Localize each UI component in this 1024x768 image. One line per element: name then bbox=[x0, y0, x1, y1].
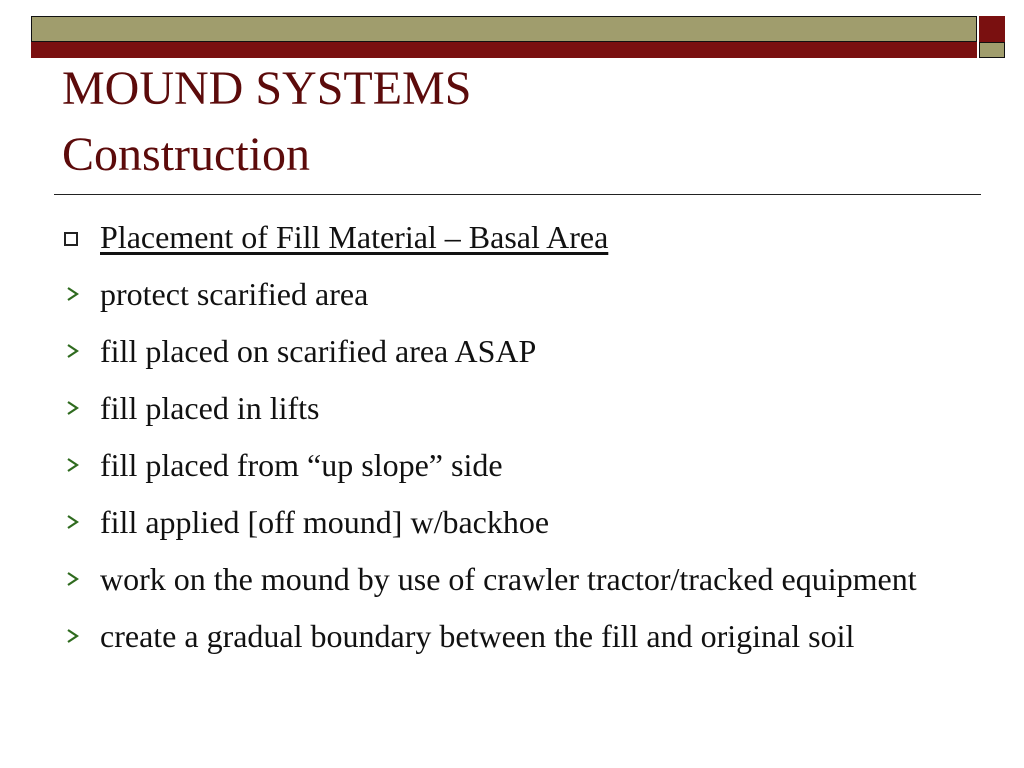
slide-title-line-1: MOUND SYSTEMS bbox=[62, 62, 472, 115]
corner-block-red bbox=[979, 16, 1005, 42]
arrow-right-icon bbox=[66, 457, 80, 473]
arrow-right-icon bbox=[66, 514, 80, 530]
list-item-text: create a gradual boundary between the fill and original soil bbox=[100, 618, 855, 654]
list-item-text: fill placed in lifts bbox=[100, 390, 320, 426]
arrow-right-icon bbox=[66, 400, 80, 416]
arrow-right-icon bbox=[66, 628, 80, 644]
list-item-text: fill placed from “up slope” side bbox=[100, 447, 503, 483]
list-item bbox=[62, 328, 962, 375]
list-heading-item bbox=[62, 214, 962, 261]
list-item bbox=[62, 442, 962, 489]
list-item bbox=[62, 385, 962, 432]
list-item bbox=[62, 499, 962, 546]
list-item-text: fill placed on scarified area ASAP bbox=[100, 333, 537, 369]
title-divider bbox=[54, 194, 981, 195]
list-heading-text: Placement of Fill Material – Basal Area bbox=[100, 219, 609, 255]
bullet-list bbox=[62, 214, 962, 670]
slide-title-line-2: Construction bbox=[62, 128, 310, 181]
arrow-right-icon bbox=[66, 343, 80, 359]
list-item bbox=[62, 556, 962, 603]
list-item bbox=[62, 613, 962, 660]
arrow-right-icon bbox=[66, 571, 80, 587]
list-item-text: protect scarified area bbox=[100, 276, 369, 312]
list-item-text: work on the mound by use of crawler tractor/tracked equipment bbox=[100, 561, 917, 597]
arrow-right-icon bbox=[66, 286, 80, 302]
list-item bbox=[62, 271, 962, 318]
slide-title bbox=[62, 56, 471, 188]
corner-block-olive bbox=[979, 42, 1005, 58]
header-band-olive bbox=[31, 16, 977, 42]
hollow-square-icon bbox=[64, 232, 78, 246]
list-item-text: fill applied [off mound] w/backhoe bbox=[100, 504, 550, 540]
